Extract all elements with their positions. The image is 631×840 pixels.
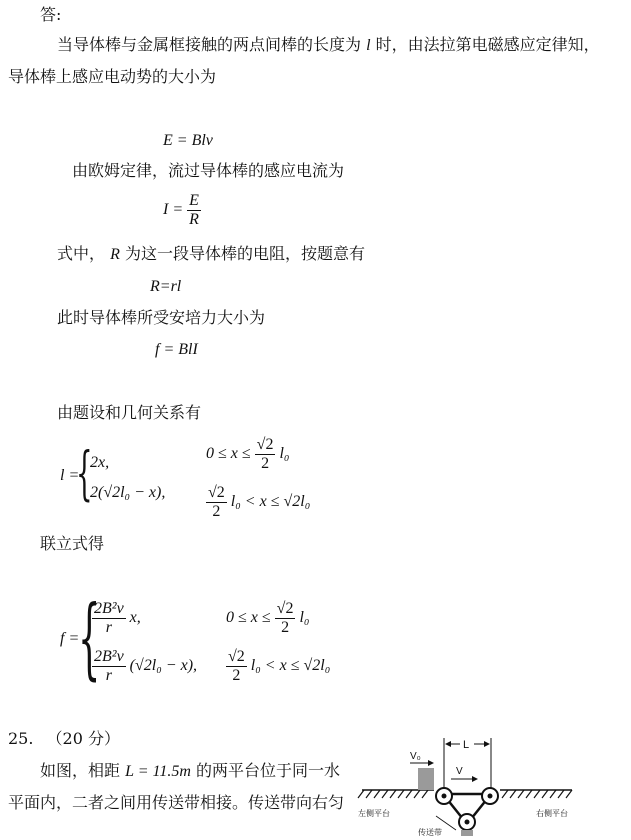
eq6-cond1-l0: l₀	[299, 609, 310, 627]
q25-line1-text-a: 如图，相距	[40, 761, 121, 780]
eq2-denominator: R	[189, 211, 199, 228]
equation-current	[163, 192, 201, 229]
eq5-cond2-fraction	[206, 484, 227, 521]
conveyor-figure	[348, 732, 588, 838]
v-arrowhead	[472, 776, 478, 782]
eq6-cond2-den: 2	[232, 667, 241, 684]
bottom-pulley-axle	[465, 820, 470, 825]
l-label: L	[463, 739, 470, 751]
para1-line1	[57, 34, 600, 57]
left-platform-label: 左侧平台	[358, 809, 390, 818]
eq6-lhs: f =	[60, 630, 80, 647]
para3-text-a: 式中，	[57, 244, 106, 263]
eq6-case2-condition	[226, 648, 330, 685]
eq5-cond2-den: 2	[212, 503, 221, 520]
para3-variable: R	[110, 246, 120, 263]
eq6-case1-fraction	[92, 600, 126, 637]
eq6-case1-tail: x,	[129, 609, 141, 627]
para1-line2: 导体棒上感应电动势的大小为	[8, 67, 217, 86]
para3	[57, 243, 365, 266]
eq5-cond2-text: l₀ < x ≤ √2l₀	[230, 493, 311, 511]
eq6-case1-condition	[226, 600, 309, 637]
equation-resistance: R=rl	[150, 278, 182, 295]
q25-points: （20 分）	[46, 729, 120, 748]
q25-number: 25.	[8, 729, 34, 748]
eq6-case2-num: 2B²v	[94, 648, 124, 665]
answer-label: 答:	[40, 5, 62, 24]
right-platform-hatch	[502, 790, 572, 798]
equation-force: f = BlI	[155, 341, 198, 358]
eq5-cond2-num: √2	[208, 484, 225, 501]
v0-arrowhead	[428, 760, 434, 766]
v-label: V	[456, 766, 463, 777]
q25-line2: 平面内，二者之间用传送带相接。传送带向右匀	[8, 793, 345, 812]
eq6-cond1-text: 0 ≤ x ≤	[226, 609, 271, 627]
eq6-cond1-fraction	[275, 600, 296, 637]
q25-line1	[40, 760, 340, 783]
eq5-cond1-text: 0 ≤ x ≤	[206, 445, 251, 463]
para6: 联立式得	[40, 534, 105, 553]
right-platform-label: 右侧平台	[536, 809, 568, 818]
q25-line1-text-b: 的两平台位于同一水	[195, 761, 340, 780]
eq6-cond1-den: 2	[281, 619, 290, 636]
eq6-brace: {	[78, 586, 101, 689]
eq2-numerator: E	[189, 192, 199, 209]
eq5-case1-expr: 2x,	[90, 454, 110, 471]
q25-length-equation: L = 11.5m	[125, 763, 191, 780]
para1-text-a: 当导体棒与金属框接触的两点间棒的长度为	[57, 35, 362, 54]
eq6-case1-den: r	[105, 619, 112, 636]
eq6-case2-expr	[92, 648, 197, 685]
eq5-cond1-l0: l₀	[279, 445, 290, 463]
eq6-case1-num: 2B²v	[94, 600, 124, 617]
right-pulley-axle	[488, 794, 493, 799]
eq6-cond2-fraction	[226, 648, 247, 685]
para1-variable: l	[366, 37, 371, 54]
eq5-cond1-fraction	[255, 436, 276, 473]
eq5-cond1-num: √2	[256, 436, 274, 453]
eq6-cond1-num: √2	[276, 600, 294, 617]
eq5-brace: {	[76, 439, 93, 507]
para3-text-b: 为这一段导体棒的电阻，按题意有	[124, 244, 365, 263]
para5: 由题设和几何关系有	[57, 403, 202, 422]
left-pulley-axle	[442, 794, 447, 799]
eq5-cond1-den: 2	[261, 455, 270, 472]
eq5-case2-expr: 2(√2l₀ − x),	[90, 484, 166, 501]
eq2-lhs: I =	[163, 201, 184, 219]
para1-text-b: 时，由法拉第电磁感应定律知，	[375, 35, 600, 54]
l-arrowhead-left	[445, 741, 451, 747]
left-platform-hatch	[358, 790, 428, 798]
v0-label: V₀	[410, 751, 421, 762]
belt-label: 传送带	[418, 828, 442, 837]
block	[418, 768, 434, 790]
eq6-cond2-num: √2	[228, 648, 245, 665]
eq6-case1-expr	[92, 600, 141, 637]
eq6-case2-den: r	[105, 667, 112, 684]
eq2-fraction	[187, 192, 201, 229]
eq5-case1-condition	[206, 436, 289, 473]
equation-emf: E = Blv	[163, 132, 213, 149]
eq5-case2-condition	[206, 484, 310, 521]
eq6-case2-fraction	[92, 648, 126, 685]
q25-header	[8, 728, 120, 750]
para4: 此时导体棒所受安培力大小为	[57, 308, 266, 327]
para2: 由欧姆定律，流过导体棒的感应电流为	[72, 161, 345, 180]
eq5-lhs: l =	[60, 467, 80, 484]
eq6-cond2-text: l₀ < x ≤ √2l₀	[250, 657, 331, 675]
l-arrowhead-right	[484, 741, 490, 747]
eq6-case2-tail: (√2l₀ − x),	[129, 657, 198, 675]
pulley-base	[461, 830, 473, 836]
